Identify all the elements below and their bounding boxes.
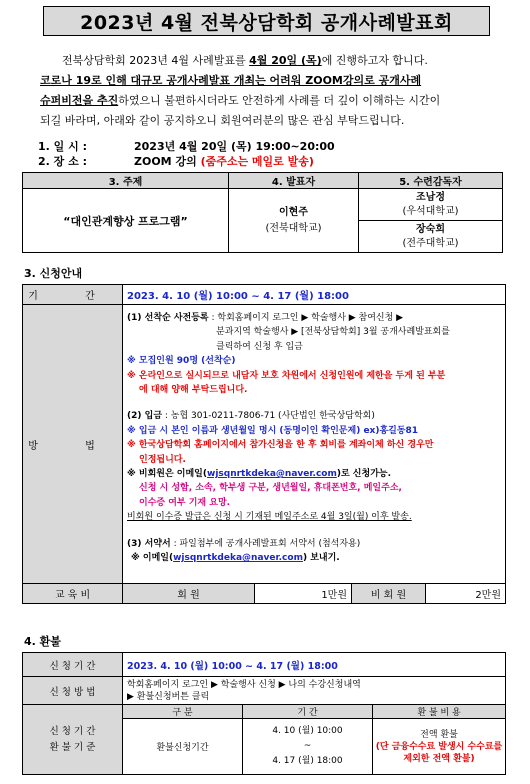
supervisor-affiliation: (우석대학교) — [402, 205, 459, 217]
supervisor-affiliation: (전주대학교) — [402, 237, 459, 249]
col-refund-header: 환 불 비 용 — [373, 705, 506, 719]
intro-paragraph — [40, 51, 500, 131]
intro-text: 전북상담학회 2023년 4월 사례발표를 — [62, 54, 250, 67]
period-label: 기 간 — [23, 285, 123, 305]
col-period-header: 기 간 — [243, 705, 373, 719]
method-label: 방 법 — [23, 305, 123, 584]
refund-method-text: 학회홈페이지 로그인 ▶ 학술행사 신청 ▶ 나의 수강신청내역 — [127, 679, 361, 690]
pledge-email-notice: ) 보내기. — [302, 553, 340, 564]
intro-text: 되길 바라며, 아래와 같이 공지하오니 회원여러분의 많은 관심 부탁드립니다. — [40, 114, 405, 127]
fee-label: 교 육 비 — [23, 584, 123, 604]
place-value: ZOOM 강의 — [134, 155, 197, 168]
supervision-notice: 슈퍼비전을 추진 — [40, 94, 119, 107]
refund-amount: 전액 환불 (단 금융수수료 발생시 수수료를 제외한 전액 환불) — [373, 719, 506, 775]
email-fields-notice: 신청 시 성함, 소속, 학부생 구분, 생년월일, 휴대폰번호, 메일주소, — [139, 483, 402, 494]
nonmember-fee-label: 비 회 원 — [352, 584, 426, 604]
email-notice: )로 신청가능. — [336, 469, 391, 480]
step-1-text: 클릭하여 신청 후 입금 — [216, 341, 303, 352]
place-note: (줌주소는 메일로 발송) — [200, 155, 314, 168]
certificate-notice: 비회원 이수증 발급은 신청 시 기재된 메일주소로 4월 3일(월) 이후 발송. — [127, 512, 412, 523]
refund-period-range: 4. 10 (월) 10:00 ~ 4. 17 (월) 18:00 — [243, 719, 373, 775]
place-label: 2. 장 소 : — [38, 155, 87, 168]
step-1-text: : 학회홈페이지 로그인 ▶ 학술행사 ▶ 참여신청 ▶ — [208, 313, 404, 323]
refund-period-label: 신 청 기 간 — [23, 653, 123, 677]
topic-header: 3. 주제 — [23, 173, 229, 189]
date-value: 2023년 4월 20일 (목) 19:00~20:00 — [134, 140, 335, 153]
email-link[interactable]: wjsqnrtkdeka@naver.com — [173, 553, 303, 564]
presenter-header: 4. 발표자 — [229, 173, 359, 189]
col-type-header: 구 분 — [123, 705, 243, 719]
nonmember-fee: 2만원 — [426, 584, 506, 604]
step-1-text: 분과지역 학술행사 ▶ [전북상담학회] 3월 공개사례발표회를 — [216, 327, 450, 338]
recruit-notice: ※ 모집인원 90명 (선착순) — [127, 356, 236, 367]
topic-value: “대인관계향상 프로그램” — [23, 189, 229, 253]
pledge-text: : 파일첨부에 공개사례발표회 서약서 (첨석자용) — [170, 538, 361, 549]
zoom-notice: 코로나 19로 인해 대규모 공개사례발표 개최는 어려워 ZOOM강의로 공개사례 — [40, 74, 422, 87]
method-content — [123, 305, 506, 584]
refund-table — [22, 652, 506, 775]
date-label: 1. 일 시 : — [38, 140, 87, 153]
supervisor-cell — [359, 189, 503, 221]
step-3-heading: (3) 서약서 — [127, 538, 171, 549]
supervisor-name: 장숙희 — [416, 223, 445, 235]
place-line — [38, 155, 314, 169]
email-notice: ※ 비회원은 이메일( — [127, 469, 207, 480]
presenter-affiliation: (전북대학교) — [265, 222, 322, 234]
event-date-highlight: 4월 20일 (목) — [249, 54, 322, 67]
refund-method-label: 신 청 방 법 — [23, 677, 123, 705]
refund-period-value: 2023. 4. 10 (월) 10:00 ~ 4. 17 (월) 18:00 — [123, 653, 506, 677]
online-notice: ※ 온라인으로 실시되므로 내담자 보호 차원에서 신청인원에 제한을 두게 된 부분 — [127, 370, 446, 381]
refund-method-value — [123, 677, 506, 705]
member-fee-label: 회 원 — [123, 584, 255, 604]
intro-text: 에 진행하고자 합니다. — [321, 54, 428, 67]
section-4-title: 4. 환불 — [24, 635, 61, 648]
email-fields-notice: 이수증 여부 기재 요망. — [139, 497, 231, 508]
step-2-heading: (2) 입금 — [127, 411, 163, 422]
payment-notice: ※ 한국상담학회 홈페이지에서 참가신청을 한 후 회비를 계좌이체 하신 경우만 — [127, 440, 434, 451]
deposit-notice: ※ 입금 시 본인 이름과 생년월일 명시 (동명이인 확인문제) ex)홍길동81 — [127, 425, 419, 436]
refund-method-text: ▶ 환불신청버튼 클릭 — [127, 691, 210, 702]
event-summary-table — [22, 172, 503, 253]
intro-text: 하였으니 불편하시더라도 안전하게 사례를 더 깊이 이해하는 시간이 — [118, 94, 441, 107]
period-value: 2023. 4. 10 (월) 10:00 ~ 4. 17 (월) 18:00 — [123, 285, 506, 305]
bank-account: : 농협 301-0211-7806-71 (사단법인 한국상담학회) — [162, 411, 375, 422]
pledge-email-notice: ※ 이메일( — [131, 553, 174, 564]
supervisor-cell — [359, 221, 503, 253]
supervisor-name: 조남정 — [416, 191, 445, 203]
member-fee: 1만원 — [255, 584, 352, 604]
presenter-name: 이현주 — [279, 206, 308, 218]
date-line — [38, 140, 335, 154]
refund-type: 환불신청기간 — [123, 719, 243, 775]
presenter-cell — [229, 189, 359, 253]
section-3-title: 3. 신청안내 — [24, 267, 83, 280]
step-1-heading: (1) 선착순 사전등록 — [127, 313, 209, 323]
online-notice: 에 대해 양해 부탁드립니다. — [139, 385, 248, 396]
refund-standard-label: 신 청 기 간 환 불 기 준 — [23, 705, 123, 775]
payment-notice: 인정됩니다. — [139, 454, 186, 465]
supervisor-header: 5. 수련감독자 — [359, 173, 503, 189]
email-link[interactable]: wjsqnrtkdeka@naver.com — [207, 469, 337, 480]
page-title: 2023년 4월 전북상담학회 공개사례발표회 — [43, 6, 490, 36]
application-table — [22, 284, 506, 604]
